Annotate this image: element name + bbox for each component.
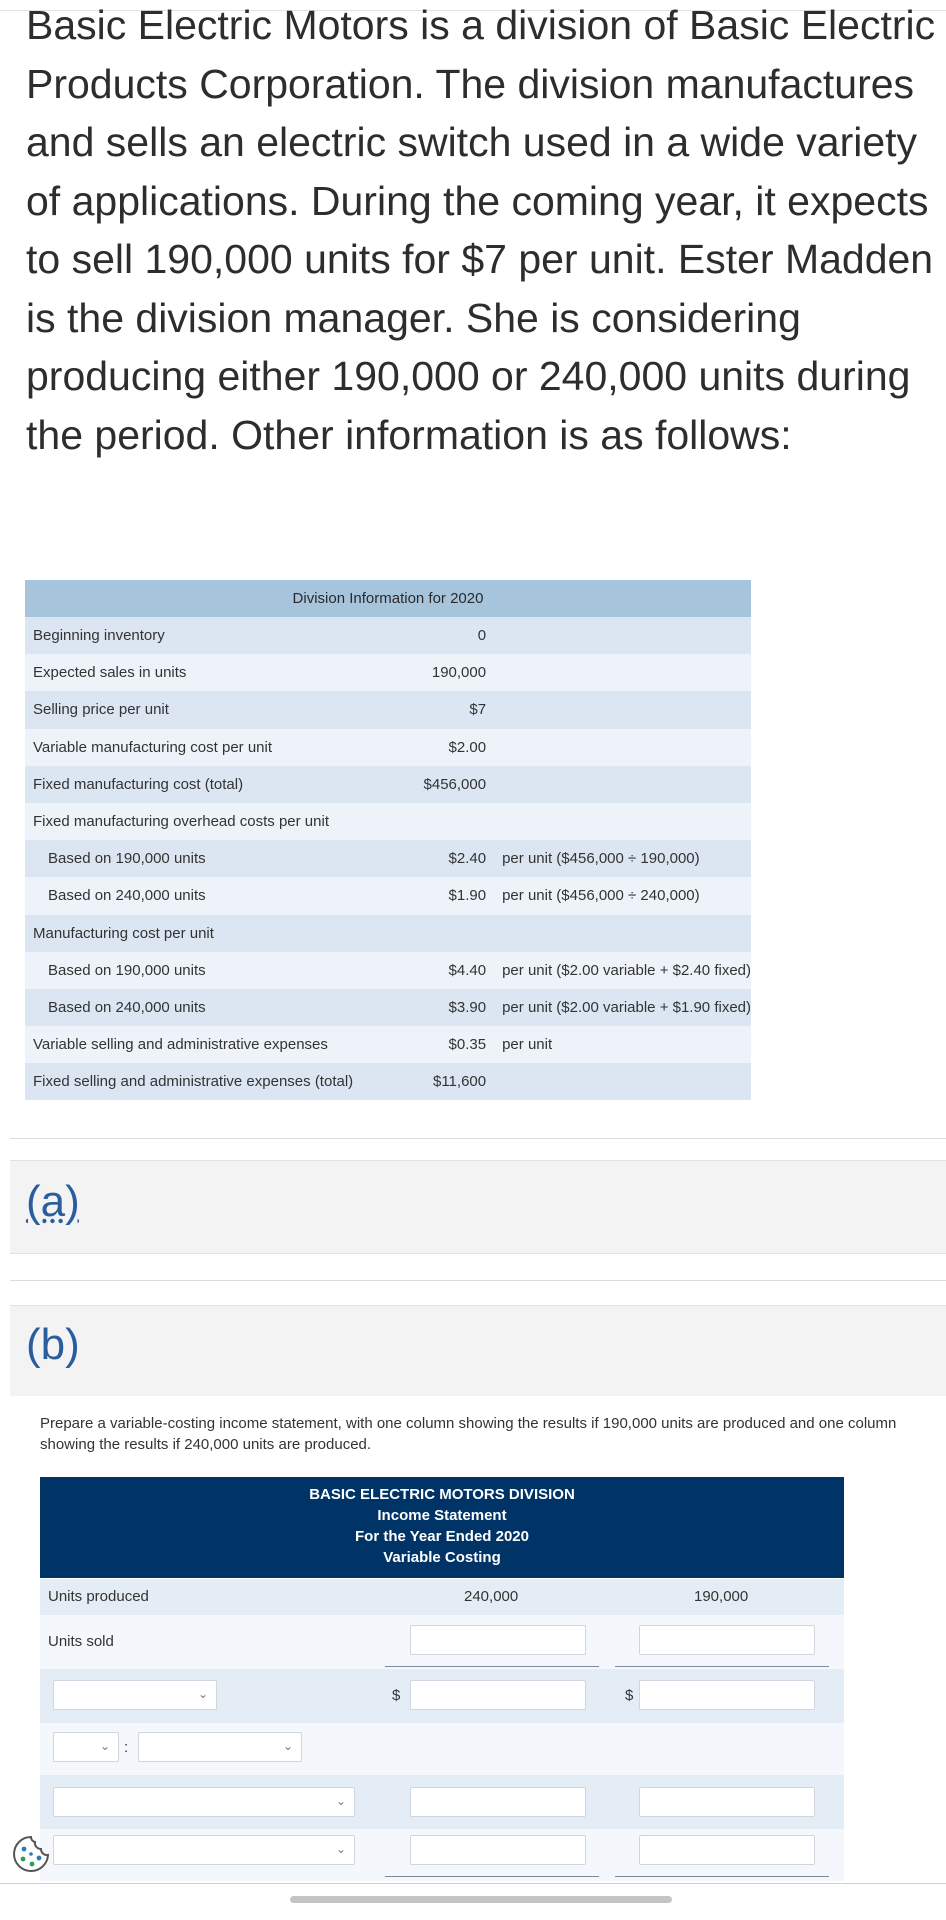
amount-240000-input[interactable] [410, 1835, 586, 1865]
table-row: Manufacturing cost per unit [25, 915, 751, 952]
units-sold-240000-input[interactable] [410, 1625, 586, 1655]
units-sold-row [40, 1615, 844, 1669]
table-row: Fixed manufacturing cost (total) $456,000 [25, 766, 751, 803]
category-select[interactable] [138, 1732, 302, 1762]
table-row: Expected sales in units 190,000 [25, 654, 751, 691]
underline [615, 1876, 829, 1877]
currency-symbol: $ [625, 1687, 634, 1704]
table-row: Selling price per unit $7 [25, 691, 751, 728]
line-item-select[interactable] [53, 1835, 355, 1865]
company-name: BASIC ELECTRIC MOTORS DIVISION [309, 1486, 575, 1503]
table-row: Fixed manufacturing overhead costs per unit [25, 803, 751, 840]
section-divider [10, 1138, 946, 1139]
problem-intro: Basic Electric Motors is a division of Basic Electric Products Corporation. The division manufactures and sells an electric switch used in a wide variety of applications. During the coming year, it expects to sell 190,000 units for $7 per unit. Ester Madden is the division manager. She is considering producing either 190,000 or 240,000 units during the period. Other information is as follows: [26, 2, 936, 458]
statement-line-row [40, 1723, 844, 1775]
horizontal-scrollbar[interactable] [290, 1896, 672, 1903]
statement-line-row [40, 1669, 844, 1723]
chevron-down-icon: ⌄ [335, 1842, 346, 1856]
amount-190000-input[interactable] [639, 1787, 815, 1817]
amount-190000-input[interactable] [639, 1835, 815, 1865]
colon-separator: : [124, 1739, 129, 1756]
statement-line-row [40, 1775, 844, 1829]
amount-240000-input[interactable] [410, 1787, 586, 1817]
part-b-instructions: Prepare a variable-costing income statement, with one column showing the results if 190,000 units are produced and one column showing the results if 240,000 units are produced. [40, 1415, 897, 1453]
amount-190000-input[interactable] [639, 1680, 815, 1710]
table-row: Based on 240,000 units $3.90 per unit ($2.00 variable + $1.90 fixed) [25, 989, 751, 1026]
chevron-down-icon: ⌄ [282, 1739, 293, 1753]
prefix-select[interactable] [53, 1732, 119, 1762]
units-produced-label: Units produced [48, 1588, 149, 1605]
statement-period: For the Year Ended 2020 [355, 1528, 529, 1545]
table-row: Variable selling and administrative expenses $0.35 per unit [25, 1026, 751, 1063]
table-header [25, 580, 751, 617]
line-item-select[interactable] [53, 1680, 217, 1710]
income-statement-header [40, 1477, 844, 1578]
amount-240000-input[interactable] [410, 1680, 586, 1710]
table-row: Fixed selling and administrative expenses (total) $11,600 [25, 1063, 751, 1100]
part-a-panel[interactable] [10, 1160, 946, 1254]
section-divider [10, 1280, 946, 1281]
bottom-border [0, 1883, 946, 1884]
units-sold-190000-input[interactable] [639, 1625, 815, 1655]
part-b-panel [10, 1305, 946, 1396]
statement-title: Income Statement [377, 1507, 507, 1524]
chevron-down-icon: ⌄ [335, 1794, 346, 1808]
table-row: Based on 190,000 units $2.40 per unit ($456,000 ÷ 190,000) [25, 840, 751, 877]
division-info-table [25, 580, 751, 1100]
costing-method: Variable Costing [383, 1549, 501, 1566]
line-item-select[interactable] [53, 1787, 355, 1817]
table-title: Division Information for 2020 [292, 590, 484, 607]
table-row: Variable manufacturing cost per unit $2.00 [25, 729, 751, 766]
currency-symbol: $ [392, 1687, 401, 1704]
column-190000: 190,000 [694, 1588, 749, 1605]
chevron-down-icon: ⌄ [197, 1687, 208, 1701]
column-240000: 240,000 [464, 1588, 519, 1605]
table-row: Based on 190,000 units $4.40 per unit ($2.00 variable + $2.40 fixed) [25, 952, 751, 989]
chevron-down-icon: ⌄ [99, 1739, 110, 1753]
part-b-heading: (b) [26, 1320, 80, 1369]
units-sold-label: Units sold [48, 1633, 114, 1650]
table-row: Beginning inventory 0 [25, 617, 751, 654]
underline [385, 1876, 599, 1877]
table-row: Based on 240,000 units $1.90 per unit ($456,000 ÷ 240,000) [25, 877, 751, 914]
underline [615, 1666, 829, 1667]
statement-line-row [40, 1829, 844, 1881]
part-a-link[interactable]: (a) [26, 1177, 80, 1226]
underline [385, 1666, 599, 1667]
cookie-settings-icon[interactable] [11, 1834, 51, 1874]
units-produced-row [40, 1579, 844, 1615]
